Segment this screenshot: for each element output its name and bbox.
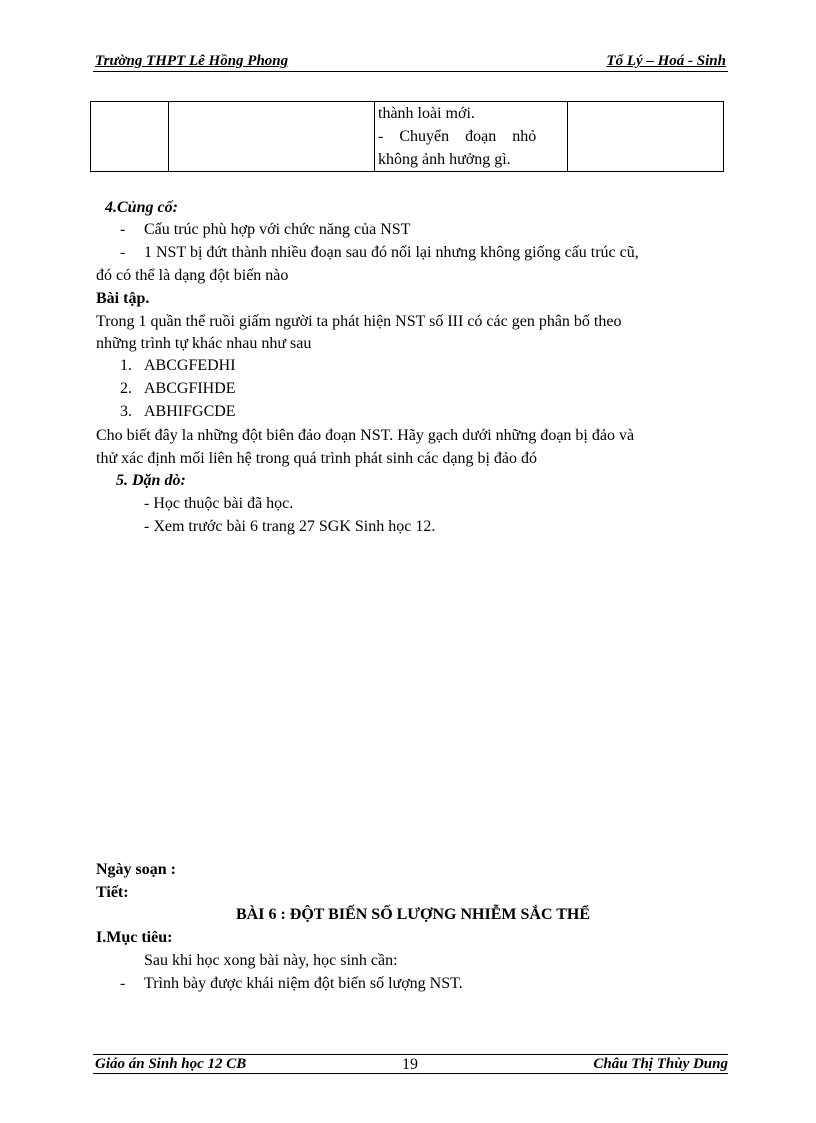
cell-line-2 [378, 125, 562, 148]
lesson-title: BÀI 6 : ĐỘT BIẾN SỐ LƯỢNG NHIỄM SẮC THỂ [236, 906, 590, 923]
header-school: Trường THPT Lê Hồng Phong [95, 53, 289, 69]
bullet-dash: - [120, 221, 126, 238]
section-heading-bai-tap: Bài tập. [96, 290, 150, 307]
cell-line-2-text: - Chuyển đoạn nhỏ [378, 128, 537, 145]
continuation-table [90, 101, 724, 172]
cell-line-1: thành loài mới. [378, 105, 475, 122]
ngay-soan-label: Ngày soạn : [96, 861, 177, 878]
bai-tap-intro-1: Trong 1 quần thể ruồi giấm người ta phát hiện NST số III có các gen phân bố theo [96, 313, 622, 330]
footer-title: Giáo án Sinh học 12 CB [95, 1056, 247, 1072]
list-item-sequence: ABCGFEDHI [144, 357, 236, 374]
muc-tieu-item-1: Trình bày được khái niệm đột biến số lượng NST. [144, 975, 463, 992]
footer-bottom-rule [93, 1073, 728, 1074]
table-cell-3 [375, 102, 568, 172]
cell-line-3: không ảnh hưởng gì. [378, 151, 511, 168]
bai-tap-question-2: thử xác định mối liên hệ trong quá trình phát sinh các dạng bị đảo đó [96, 450, 538, 467]
bai-tap-question-1: Cho biết đây la những đột biên đảo đoạn NST. Hãy gạch dưới những đoạn bị đảo và [96, 427, 635, 444]
page-number: 19 [402, 1056, 418, 1073]
bullet-dash: - [120, 975, 126, 992]
list-item-number: 1. [120, 357, 132, 374]
muc-tieu-heading: I.Mục tiêu: [96, 929, 173, 946]
dan-do-item-1: - Học thuộc bài đã học. [144, 495, 294, 512]
section-heading-cung-co: 4.Củng cố: [105, 199, 178, 216]
header-rule [93, 71, 728, 72]
list-item-number: 2. [120, 380, 132, 397]
bai-tap-intro-2: những trình tự khác nhau như sau [96, 335, 312, 352]
list-item-sequence: ABHIFGCDE [144, 403, 236, 420]
bullet-dash: - [120, 244, 126, 261]
footer-rule [93, 1054, 728, 1055]
tiet-label: Tiết: [96, 884, 129, 901]
muc-tieu-intro: Sau khi học xong bài này, học sinh cần: [144, 952, 398, 969]
section-heading-dan-do: 5. Dặn dò: [116, 472, 186, 489]
table-cell-1 [91, 102, 169, 172]
header-department: Tổ Lý – Hoá - Sinh [606, 53, 726, 69]
table-cell-4 [568, 102, 724, 172]
footer-author: Châu Thị Thùy Dung [593, 1056, 728, 1072]
dan-do-item-2: - Xem trước bài 6 trang 27 SGK Sinh học 12. [144, 518, 436, 535]
cung-co-item-2: 1 NST bị đứt thành nhiều đoạn sau đó nối lại nhưng không giống cấu trúc cũ, [144, 244, 639, 261]
cung-co-item-2-cont: đó có thể là dạng đột biến nào [96, 267, 289, 284]
list-item-number: 3. [120, 403, 132, 420]
table-cell-2 [169, 102, 375, 172]
list-item-sequence: ABCGFIHDE [144, 380, 236, 397]
cung-co-item-1: Cấu trúc phù hợp với chức năng của NST [144, 221, 411, 238]
